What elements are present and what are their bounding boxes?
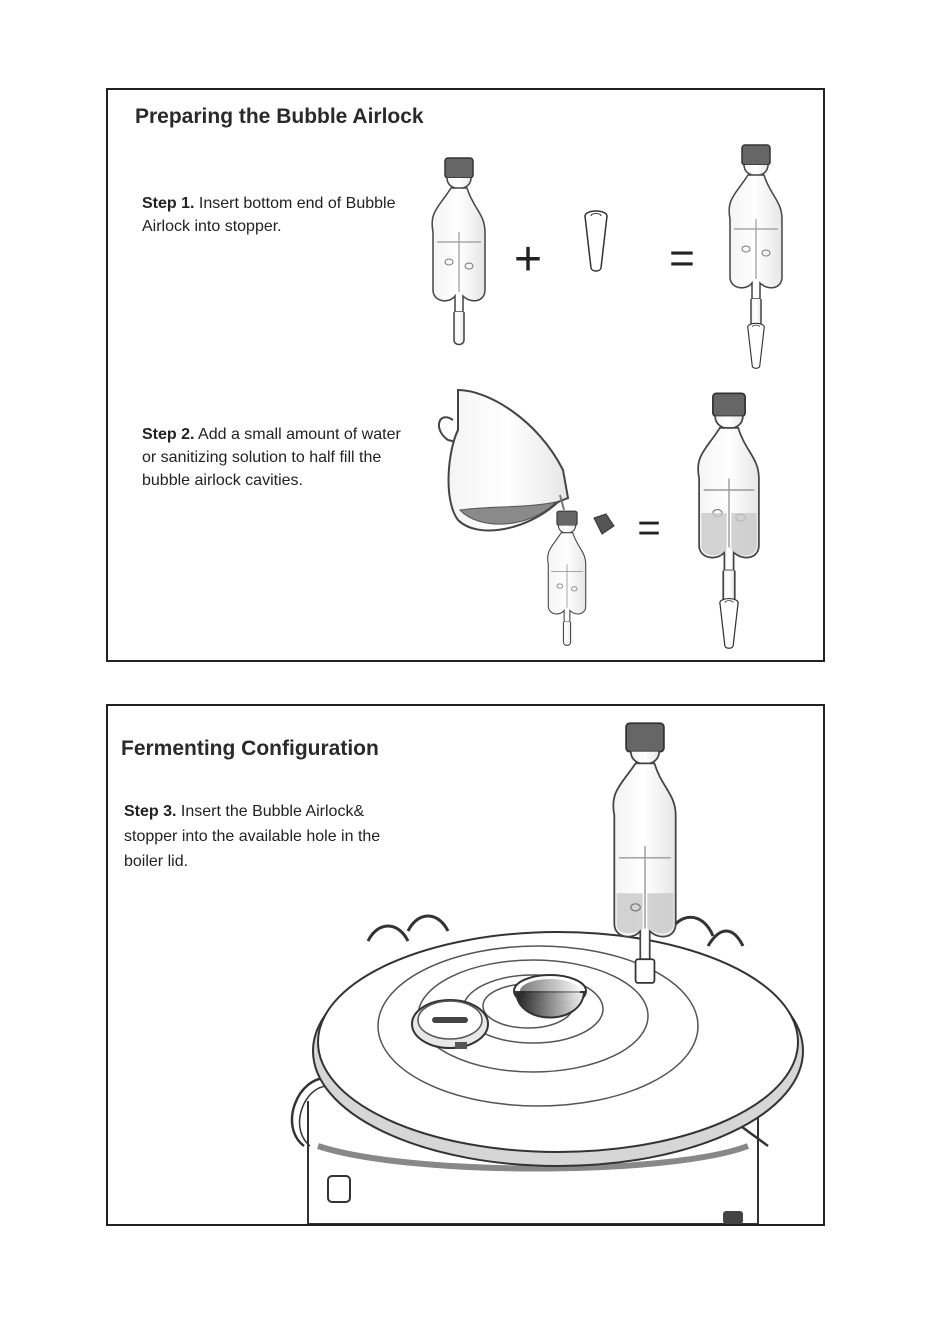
equals-sign-2 bbox=[637, 506, 660, 550]
step-1-body: Insert bottom end of Bubble Airlock into stopper. bbox=[142, 195, 396, 235]
step-3-body: Insert the Bubble Airlock& stopper into the available hole in the boiler lid. bbox=[124, 803, 381, 870]
boiler-illustration bbox=[108, 706, 823, 1224]
section-title: Preparing the Bubble Airlock bbox=[135, 105, 424, 128]
filled-airlock-icon bbox=[698, 393, 759, 648]
stopper-block-icon bbox=[594, 514, 614, 534]
equals-sign bbox=[669, 234, 695, 283]
stopper-icon bbox=[585, 211, 607, 271]
equals-symbol-2: = bbox=[637, 506, 661, 550]
airlock-being-filled-icon bbox=[548, 511, 586, 645]
plus-sign bbox=[514, 233, 542, 286]
step-illustrations bbox=[108, 90, 823, 660]
panel-fermenting-configuration bbox=[106, 704, 825, 1226]
panel-preparing-airlock bbox=[106, 88, 825, 662]
section-title-2: Fermenting Configuration bbox=[121, 737, 379, 760]
thermometer-icon bbox=[412, 1000, 488, 1049]
step-3-label: Step 3. bbox=[124, 803, 177, 820]
boiler-lid-icon bbox=[313, 916, 803, 1166]
equals-symbol: = bbox=[669, 234, 695, 283]
airlock-icon bbox=[432, 158, 485, 345]
plus-symbol: + bbox=[513, 233, 543, 286]
step-1-label: Step 1. bbox=[142, 195, 195, 212]
step-3-text bbox=[124, 799, 389, 874]
airlock-with-stopper-icon bbox=[729, 145, 782, 368]
measuring-jug-icon bbox=[439, 390, 568, 530]
step-2-body: Add a small amount of water or sanitizing solution to half fill the bubble airlock cavities. bbox=[142, 426, 401, 489]
step-2-label: Step 2. bbox=[142, 426, 195, 443]
